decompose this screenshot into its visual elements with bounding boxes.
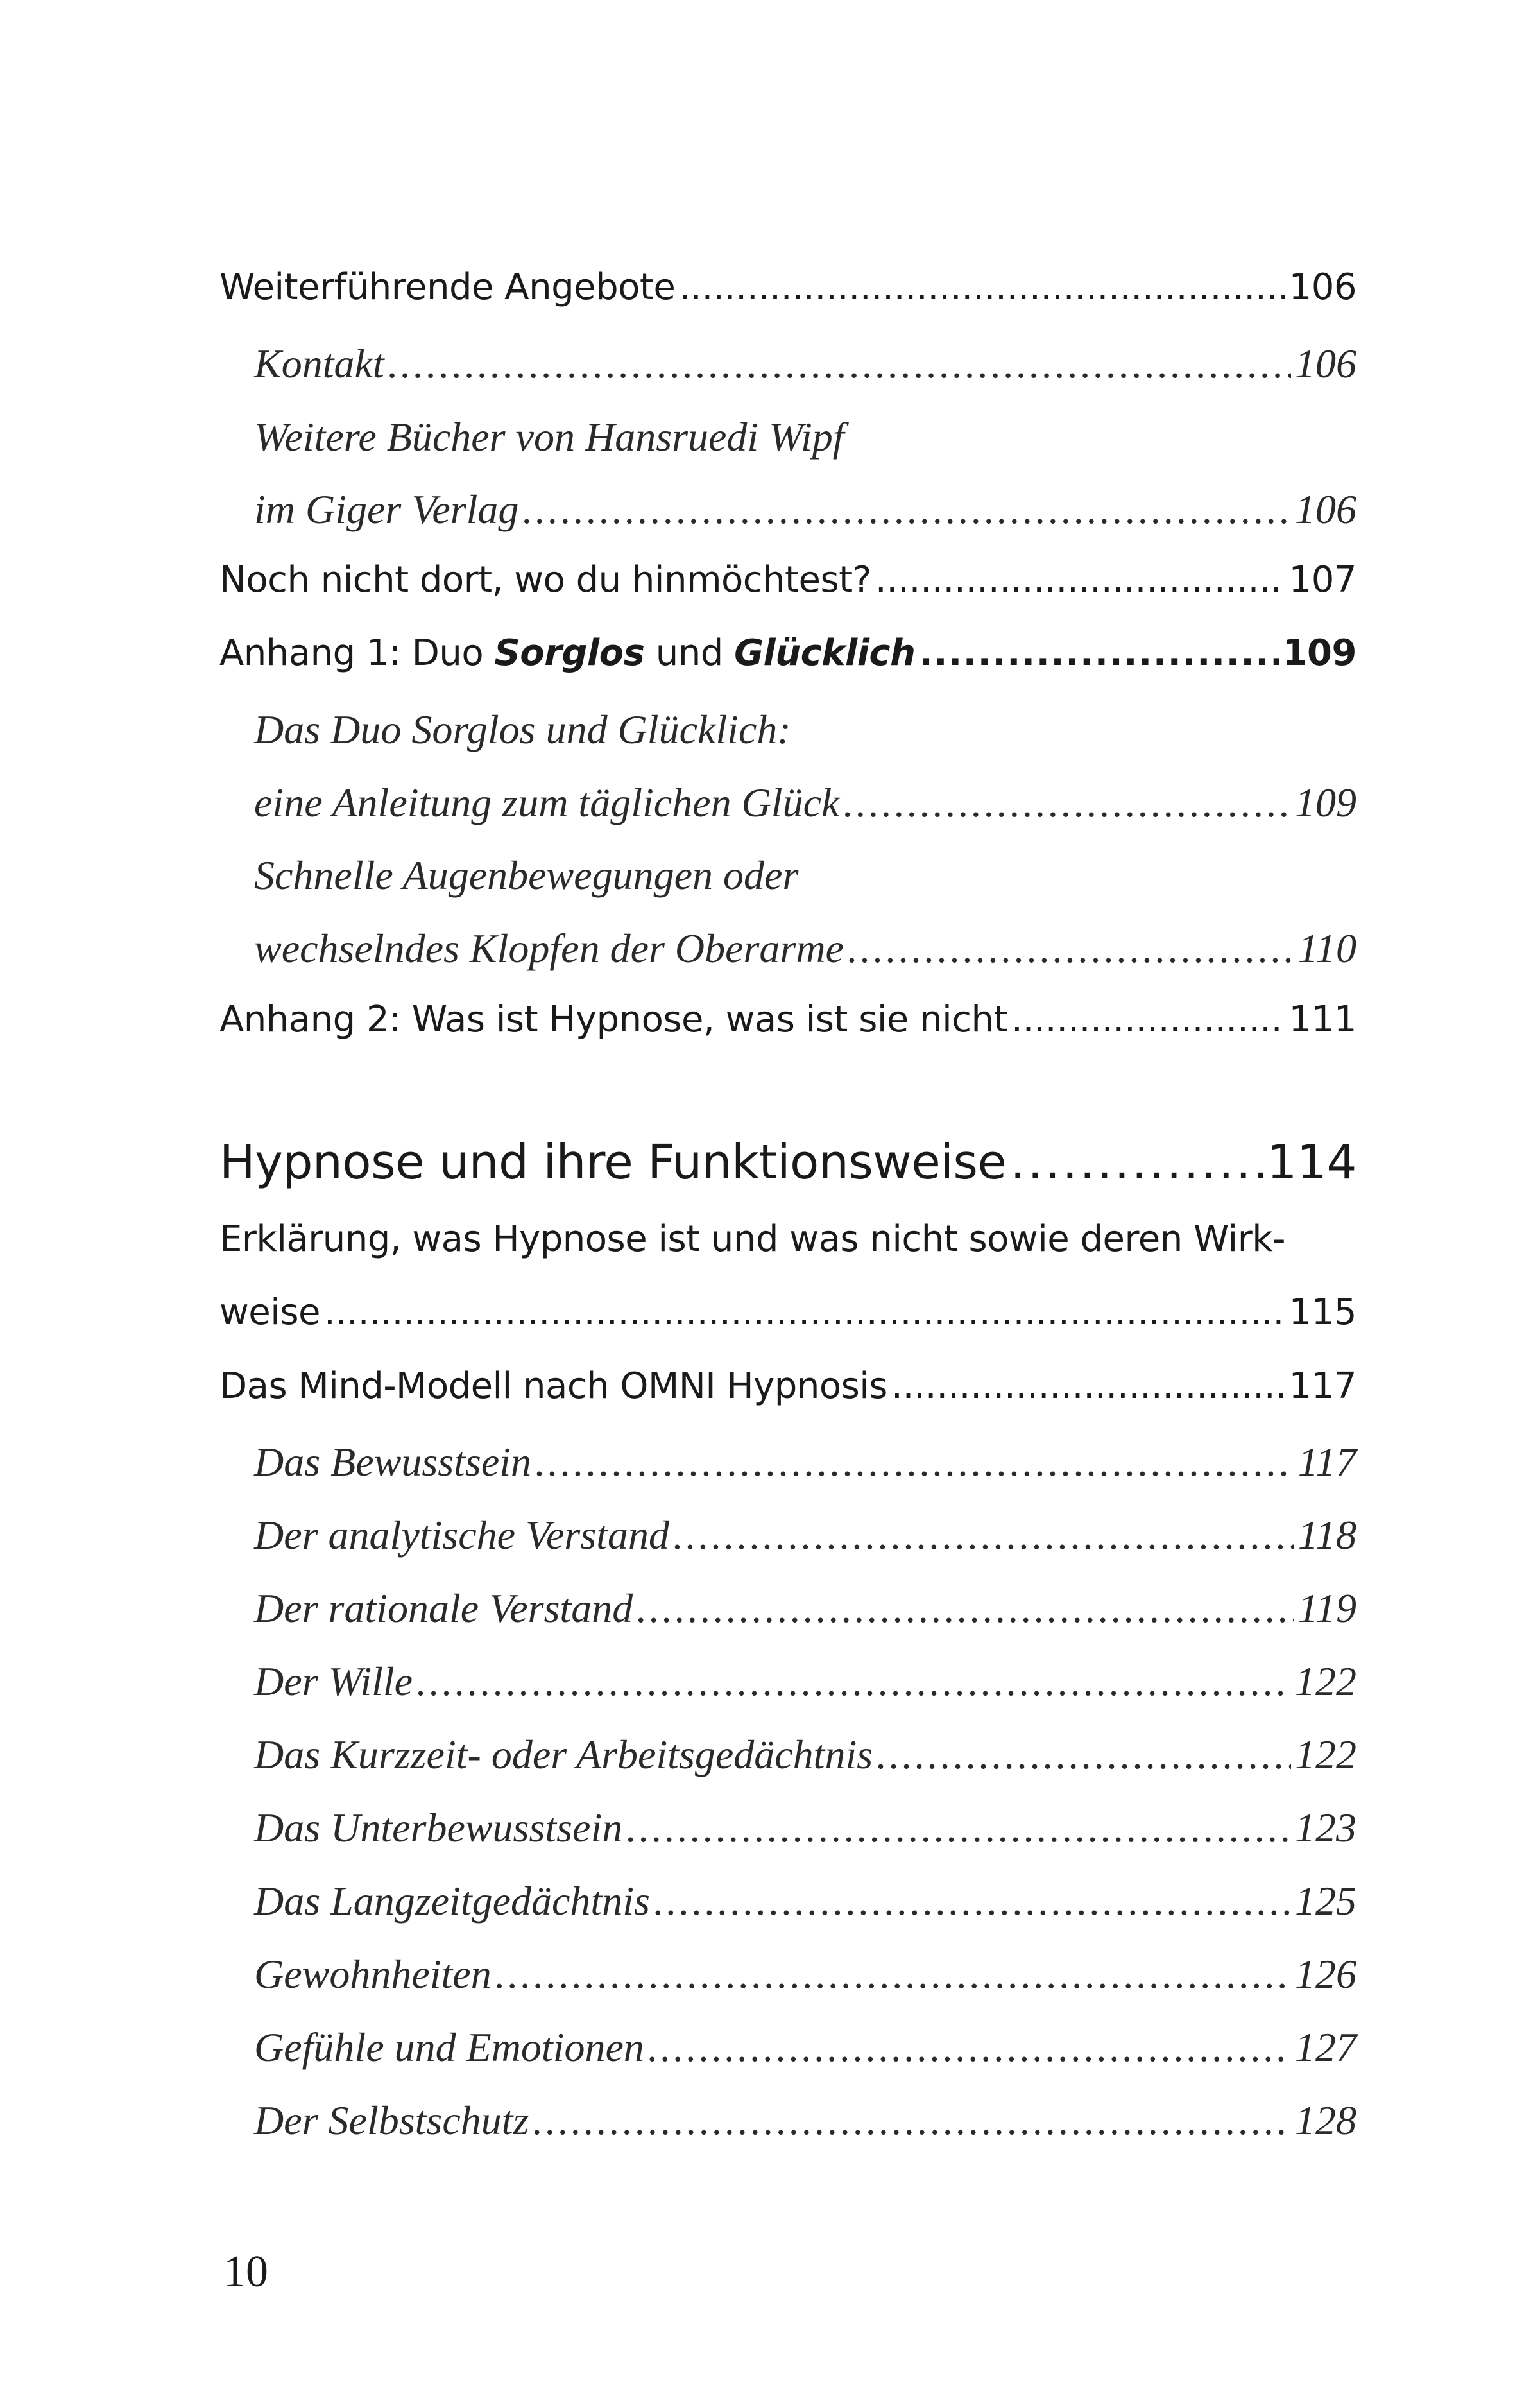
toc-entry-page: 109 [1282, 632, 1356, 674]
toc-leader [533, 2097, 1291, 2144]
toc-entry-page: 126 [1295, 1951, 1356, 1997]
toc-entry-page: 107 [1288, 559, 1356, 601]
toc-entry-title: wechselndes Klopfen der Oberarme [254, 926, 844, 971]
toc-leader [1010, 1135, 1263, 1190]
toc-leader [891, 1365, 1285, 1407]
toc-entry-page: 118 [1297, 1512, 1356, 1558]
toc-entry-page: 123 [1295, 1805, 1356, 1850]
toc-subentry [219, 1585, 1356, 1632]
toc-entry-title: Gefühle und Emotionen [254, 2024, 644, 2070]
toc-subentry [219, 340, 1356, 388]
toc-entry-title: eine Anleitung zum täglichen Glück [254, 780, 840, 825]
toc-entry-title: Das Langzeitgedächtnis [254, 1878, 650, 1924]
toc-subentry [219, 1512, 1356, 1559]
toc-subentry [219, 1438, 1356, 1486]
toc-entry-page: 110 [1297, 926, 1356, 971]
toc-entry-page: 117 [1288, 1365, 1356, 1407]
toc-leader [875, 559, 1285, 601]
toc-leader [522, 486, 1291, 533]
toc-entry [219, 999, 1356, 1040]
toc-entry [219, 559, 1356, 601]
toc-leader [324, 1291, 1285, 1333]
toc-entry-page: 125 [1295, 1878, 1356, 1924]
toc-subentry [219, 486, 1356, 533]
toc-entry [219, 266, 1356, 308]
toc-entry-page: 122 [1295, 1732, 1356, 1777]
toc-leader [654, 1877, 1291, 1925]
toc-leader [877, 1731, 1291, 1779]
toc-entry-title: Noch nicht dort, wo du hinmöchtest? [219, 559, 871, 601]
toc-leader [495, 1951, 1291, 1998]
toc-subentry [219, 1804, 1356, 1852]
toc-entry-page: 106 [1295, 487, 1356, 532]
toc-entry-title: im Giger Verlag [254, 487, 519, 532]
toc-leader [648, 2024, 1291, 2071]
toc-entry-page: 119 [1297, 1585, 1356, 1631]
toc-entry-page: 117 [1297, 1439, 1356, 1485]
toc-chapter [219, 1135, 1356, 1190]
toc-entry-title: Der analytische Verstand [254, 1512, 669, 1558]
toc-entry [219, 632, 1356, 674]
toc-chapter-page: 114 [1267, 1135, 1356, 1190]
toc-subentry [219, 2024, 1356, 2071]
toc-entry-title: Das Unterbewusstsein [254, 1805, 623, 1850]
toc-leader [626, 1804, 1291, 1852]
toc-entry-title: Gewohnheiten [254, 1951, 492, 1997]
toc-entry-page: 115 [1288, 1291, 1356, 1333]
toc-leader [416, 1658, 1291, 1705]
toc-entry-page: 106 [1288, 266, 1356, 308]
toc-entry [219, 1365, 1356, 1407]
toc-leader [679, 266, 1285, 308]
toc-leader [535, 1438, 1294, 1486]
toc-entry-title: Der Wille [254, 1659, 413, 1704]
toc-leader [637, 1585, 1294, 1632]
toc-entry-page: 111 [1288, 999, 1356, 1040]
toc-subentry [219, 852, 1356, 899]
toc-leader [843, 779, 1291, 827]
toc-leader [673, 1512, 1294, 1559]
toc-subentry [219, 1877, 1356, 1925]
toc-entry [219, 1218, 1356, 1260]
toc-chapter-title: Hypnose und ihre Funktionsweise [219, 1135, 1007, 1190]
toc-subentry [219, 1951, 1356, 1998]
toc-subentry [219, 1731, 1356, 1779]
toc-entry-title: Weitere Bücher von Hansruedi Wipf [254, 414, 844, 460]
toc-entry-title: Kontakt [254, 341, 384, 386]
toc-subentry [219, 1658, 1356, 1705]
toc-leader [920, 632, 1279, 674]
toc-entry-title: Anhang 2: Was ist Hypnose, was ist sie nicht [219, 999, 1007, 1040]
toc-entry-title: Schnelle Augenbewegungen oder [254, 852, 799, 898]
toc-leader [848, 925, 1294, 972]
toc-subentry [219, 706, 1356, 754]
toc-entry-title: Das Duo Sorglos und Glücklich: [254, 707, 791, 752]
toc-entry-page: 122 [1295, 1659, 1356, 1704]
toc-leader [1011, 999, 1285, 1040]
toc-entry-title: Anhang 1: Duo Sorglos und Glücklich [219, 632, 916, 674]
toc-entry-title: weise [219, 1291, 320, 1333]
toc-subentry [219, 2097, 1356, 2144]
toc-subentry [219, 779, 1356, 827]
toc-entry [219, 1291, 1356, 1333]
page-number: 10 [223, 2247, 268, 2297]
toc-entry-title: Das Bewusstsein [254, 1439, 531, 1485]
toc-entry-page: 109 [1295, 780, 1356, 825]
toc-entry-title: Der rationale Verstand [254, 1585, 633, 1631]
toc-entry-title: Das Kurzzeit- oder Arbeitsgedächtnis [254, 1732, 873, 1777]
toc-subentry [219, 925, 1356, 972]
toc-entry-page: 127 [1295, 2024, 1356, 2070]
toc-entry-title: Weiterführende Angebote [219, 266, 676, 308]
toc-subentry [219, 413, 1356, 461]
toc-leader [388, 340, 1291, 388]
toc-entry-title: Erklärung, was Hypnose ist und was nicht sowie deren Wirk- [219, 1218, 1285, 1260]
toc-entry-page: 128 [1295, 2098, 1356, 2143]
toc-entry-title: Der Selbstschutz [254, 2098, 529, 2143]
toc-entry-title: Das Mind-Modell nach OMNI Hypnosis [219, 1365, 887, 1407]
toc-entry-page: 106 [1295, 341, 1356, 386]
